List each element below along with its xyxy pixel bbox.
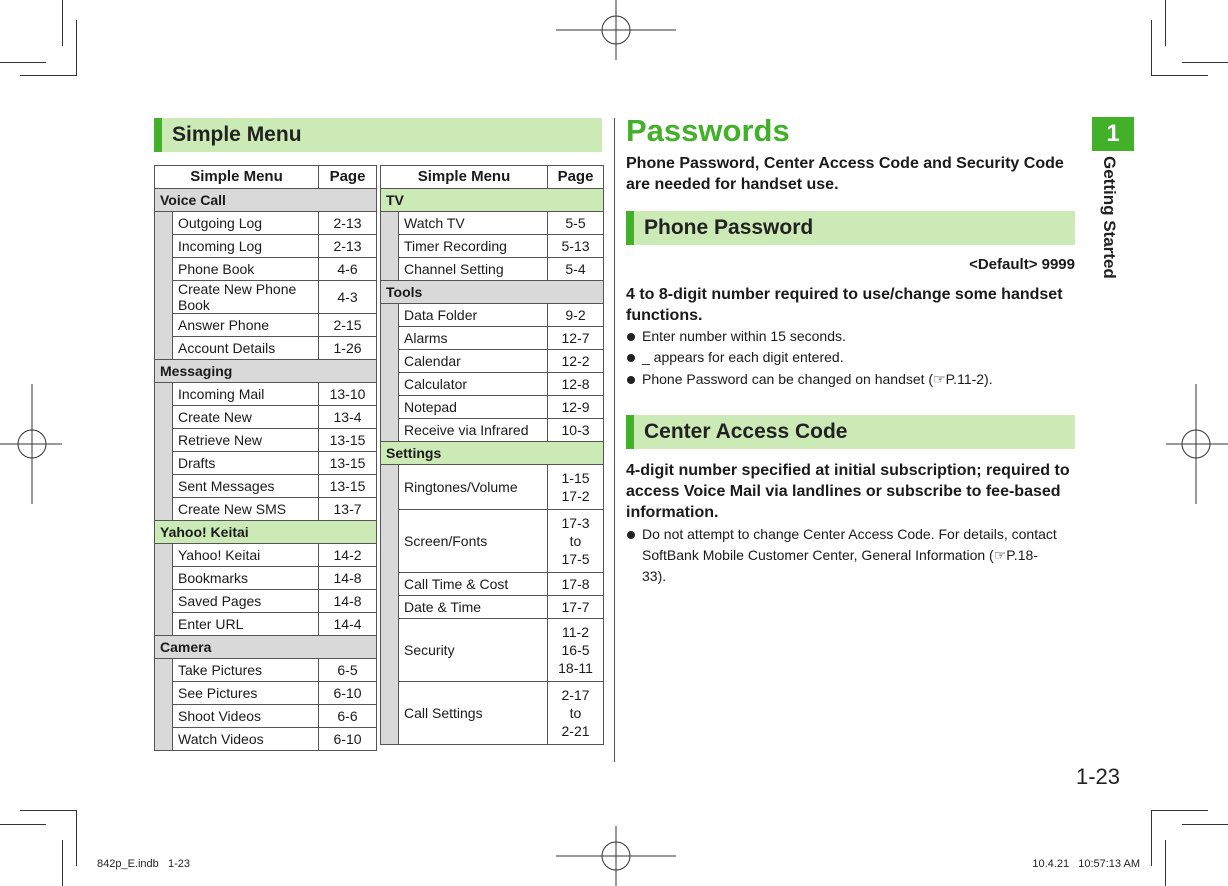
- menu-item-name: Enter URL: [173, 613, 319, 636]
- header-simple-menu: Simple Menu: [155, 166, 319, 189]
- simple-menu-header: [154, 118, 602, 152]
- table-row: [381, 682, 604, 745]
- bullet-dot: [627, 531, 635, 539]
- menu-item-page: 4-6: [319, 258, 377, 281]
- menu-item-name: Screen/Fonts: [399, 510, 548, 573]
- bullet-dot: [627, 376, 635, 384]
- category-gutter: [381, 465, 399, 745]
- menu-item-name: Sent Messages: [173, 475, 319, 498]
- menu-item-page: 6-5: [319, 659, 377, 682]
- menu-item-page: 12-2: [548, 350, 604, 373]
- category-label: Voice Call: [155, 189, 377, 212]
- menu-item-page: 13-15: [319, 452, 377, 475]
- table-row: [155, 544, 377, 567]
- category-row: [381, 189, 604, 212]
- table-row: [155, 212, 377, 235]
- menu-item-page: 14-2: [319, 544, 377, 567]
- phone-password-header: [626, 211, 1075, 245]
- table-row: [155, 429, 377, 452]
- table-row: [381, 373, 604, 396]
- menu-item-page: 5-13: [548, 235, 604, 258]
- menu-item-page: 13-4: [319, 406, 377, 429]
- menu-item-page: 6-10: [319, 682, 377, 705]
- header-accent-bar: [626, 211, 634, 245]
- menu-item-name: Take Pictures: [173, 659, 319, 682]
- crop-mark: [0, 824, 46, 825]
- table-row: [381, 596, 604, 619]
- menu-item-name: See Pictures: [173, 682, 319, 705]
- menu-item-page: 2-13: [319, 212, 377, 235]
- menu-item-name: Account Details: [173, 337, 319, 360]
- center-access-code-header: [626, 415, 1075, 449]
- menu-item-name: Drafts: [173, 452, 319, 475]
- menu-item-page: 1-26: [319, 337, 377, 360]
- table-row: [155, 682, 377, 705]
- menu-item-name: Incoming Log: [173, 235, 319, 258]
- menu-item-name: Phone Book: [173, 258, 319, 281]
- table-row: [155, 258, 377, 281]
- default-code: <Default> 9999: [969, 256, 1075, 273]
- menu-item-page: 13-10: [319, 383, 377, 406]
- category-row: [381, 281, 604, 304]
- registration-mark-right: [1166, 384, 1228, 504]
- category-label: Messaging: [155, 360, 377, 383]
- list-item: [626, 524, 1071, 587]
- crop-mark: [1152, 75, 1208, 76]
- menu-item-name: Create New: [173, 406, 319, 429]
- menu-item-name: Calculator: [399, 373, 548, 396]
- table-row: [381, 350, 604, 373]
- table-row: [381, 419, 604, 442]
- menu-item-name: Call Settings: [399, 682, 548, 745]
- table-row: [155, 475, 377, 498]
- menu-item-page: 1-15 17-2: [548, 465, 604, 510]
- menu-item-page: 2-13: [319, 235, 377, 258]
- table-row: [155, 337, 377, 360]
- table-row: [155, 406, 377, 429]
- menu-item-name: Watch TV: [399, 212, 548, 235]
- menu-item-name: Calendar: [399, 350, 548, 373]
- category-gutter: [155, 659, 173, 751]
- menu-item-name: Channel Setting: [399, 258, 548, 281]
- crop-mark: [1151, 810, 1152, 866]
- column-divider: [614, 118, 615, 762]
- table-row: [155, 567, 377, 590]
- menu-item-name: Create New SMS: [173, 498, 319, 521]
- menu-item-page: 13-15: [319, 429, 377, 452]
- table-row: [155, 235, 377, 258]
- table-row: [381, 573, 604, 596]
- header-accent-bar: [154, 118, 162, 152]
- table-row: [381, 465, 604, 510]
- crop-mark: [1152, 810, 1208, 811]
- bullet-text: _ appears for each digit entered.: [642, 349, 844, 365]
- crop-mark: [1165, 840, 1166, 886]
- table-row: [155, 452, 377, 475]
- table-row: [155, 705, 377, 728]
- list-item: [626, 347, 844, 368]
- chapter-number-badge: 1: [1092, 117, 1134, 151]
- table-header-row: [381, 166, 604, 189]
- page-number: 1-23: [1075, 764, 1120, 789]
- menu-item-page: 13-15: [319, 475, 377, 498]
- category-gutter: [381, 304, 399, 442]
- crop-mark: [62, 840, 63, 886]
- table-row: [381, 235, 604, 258]
- table-row: [155, 498, 377, 521]
- phone-password-lead: 4 to 8-digit number required to use/change some handset functions.: [626, 286, 1063, 324]
- table-row: [155, 728, 377, 751]
- menu-item-page: 12-7: [548, 327, 604, 350]
- menu-item-name: Timer Recording: [399, 235, 548, 258]
- registration-mark-bottom: [556, 826, 676, 886]
- menu-item-name: Bookmarks: [173, 567, 319, 590]
- menu-item-name: Call Time & Cost: [399, 573, 548, 596]
- category-row: [155, 189, 377, 212]
- menu-item-name: Date & Time: [399, 596, 548, 619]
- table-row: [381, 619, 604, 682]
- header-page: Page: [319, 166, 377, 189]
- category-label: TV: [381, 189, 604, 212]
- passwords-intro: Phone Password, Center Access Code and Security Code are needed for handset use.: [626, 155, 1064, 193]
- menu-item-page: 14-8: [319, 590, 377, 613]
- header-simple-menu: Simple Menu: [381, 166, 548, 189]
- menu-item-name: Shoot Videos: [173, 705, 319, 728]
- menu-item-name: Saved Pages: [173, 590, 319, 613]
- crop-mark: [62, 0, 63, 46]
- menu-item-page: 17-3 to 17-5: [548, 510, 604, 573]
- table-row: [381, 396, 604, 419]
- menu-item-name: Answer Phone: [173, 314, 319, 337]
- center-access-code-heading: Center Access Code: [644, 420, 848, 443]
- list-item: [626, 326, 846, 347]
- category-row: [381, 442, 604, 465]
- category-gutter: [155, 383, 173, 521]
- simple-menu-table-left: [154, 165, 377, 751]
- registration-mark-top: [556, 0, 676, 60]
- category-row: [155, 636, 377, 659]
- passwords-title: Passwords: [626, 113, 790, 148]
- simple-menu-table-right: [380, 165, 604, 745]
- table-row: [155, 281, 377, 314]
- menu-item-page: 17-7: [548, 596, 604, 619]
- table-row: [381, 304, 604, 327]
- menu-item-name: Notepad: [399, 396, 548, 419]
- menu-item-name: Security: [399, 619, 548, 682]
- menu-item-name: Incoming Mail: [173, 383, 319, 406]
- table-row: [155, 590, 377, 613]
- category-gutter: [155, 212, 173, 360]
- menu-item-page: 9-2: [548, 304, 604, 327]
- table-row: [381, 258, 604, 281]
- table-row: [381, 510, 604, 573]
- category-label: Tools: [381, 281, 604, 304]
- table-row: [381, 327, 604, 350]
- menu-item-page: 2-17 to 2-21: [548, 682, 604, 745]
- crop-mark: [76, 810, 77, 866]
- header-page: Page: [548, 166, 604, 189]
- footer-timestamp: 10.4.21 10:57:13 AM: [1032, 858, 1140, 870]
- menu-item-name: Watch Videos: [173, 728, 319, 751]
- category-gutter: [381, 212, 399, 281]
- bullet-text: Enter number within 15 seconds.: [642, 328, 846, 344]
- crop-mark: [1165, 0, 1166, 46]
- menu-item-page: 11-2 16-5 18-11: [548, 619, 604, 682]
- menu-item-page: 14-8: [319, 567, 377, 590]
- menu-item-page: 14-4: [319, 613, 377, 636]
- crop-mark: [0, 62, 46, 63]
- menu-item-page: 12-8: [548, 373, 604, 396]
- table-header-row: [155, 166, 377, 189]
- registration-mark-left: [0, 384, 62, 504]
- bullet-text: Phone Password can be changed on handset (☞P.11-2).: [642, 371, 993, 387]
- table-row: [155, 659, 377, 682]
- category-gutter: [155, 544, 173, 636]
- table-row: [155, 383, 377, 406]
- menu-item-page: 5-4: [548, 258, 604, 281]
- crop-mark: [1182, 824, 1228, 825]
- table-row: [155, 314, 377, 337]
- menu-item-name: Receive via Infrared: [399, 419, 548, 442]
- menu-item-page: 6-6: [319, 705, 377, 728]
- menu-item-page: 5-5: [548, 212, 604, 235]
- header-accent-bar: [626, 415, 634, 449]
- menu-item-name: Create New Phone Book: [173, 281, 319, 314]
- menu-item-name: Data Folder: [399, 304, 548, 327]
- menu-item-page: 12-9: [548, 396, 604, 419]
- bullet-dot: [627, 333, 635, 341]
- category-label: Yahoo! Keitai: [155, 521, 377, 544]
- crop-mark: [1151, 20, 1152, 76]
- menu-item-name: Ringtones/Volume: [399, 465, 548, 510]
- menu-item-page: 13-7: [319, 498, 377, 521]
- category-label: Camera: [155, 636, 377, 659]
- category-label: Settings: [381, 442, 604, 465]
- crop-mark: [76, 20, 77, 76]
- table-row: [155, 613, 377, 636]
- menu-item-name: Alarms: [399, 327, 548, 350]
- table-row: [381, 212, 604, 235]
- category-row: [155, 521, 377, 544]
- bullet-dot: [627, 354, 635, 362]
- list-item: [626, 369, 993, 390]
- category-row: [155, 360, 377, 383]
- bullet-text: Do not attempt to change Center Access Code. For details, contact SoftBank Mobile Customer Center, General Information (☞P.18-33).: [642, 526, 1057, 584]
- menu-item-page: 6-10: [319, 728, 377, 751]
- menu-item-page: 4-3: [319, 281, 377, 314]
- footer-file-info: 842p_E.indb 1-23: [97, 858, 190, 870]
- menu-item-name: Retrieve New: [173, 429, 319, 452]
- menu-item-name: Outgoing Log: [173, 212, 319, 235]
- crop-mark: [1182, 62, 1228, 63]
- simple-menu-title: Simple Menu: [172, 123, 302, 146]
- chapter-label: Getting Started: [1100, 156, 1119, 279]
- menu-item-page: 17-8: [548, 573, 604, 596]
- menu-item-name: Yahoo! Keitai: [173, 544, 319, 567]
- menu-item-page: 2-15: [319, 314, 377, 337]
- crop-mark: [20, 75, 76, 76]
- menu-item-page: 10-3: [548, 419, 604, 442]
- crop-mark: [20, 810, 76, 811]
- center-access-code-lead: 4-digit number specified at initial subscription; required to access Voice Mail via landlines or subscribe to fee-based information.: [626, 462, 1070, 521]
- phone-password-heading: Phone Password: [644, 216, 814, 239]
